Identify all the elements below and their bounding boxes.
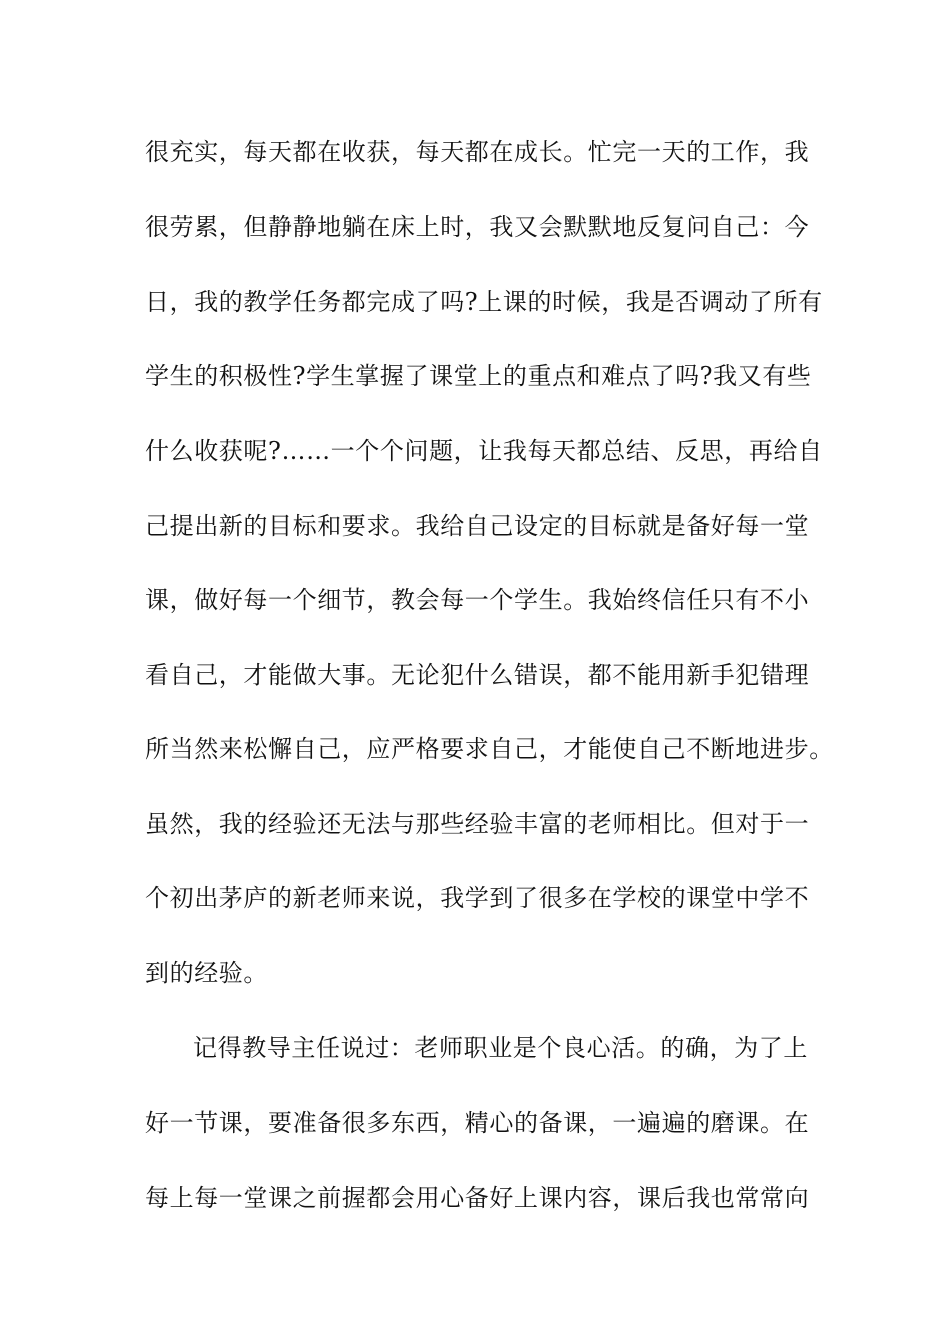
paragraph-line: 好一节课，要准备很多东西，精心的备课，一遍遍的磨课。在: [145, 1109, 810, 1137]
paragraph-line: 课，做好每一个细节，教会每一个学生。我始终信任只有不小: [145, 586, 810, 614]
paragraph-line: 学生的积极性?学生掌握了课堂上的重点和难点了吗?我又有些: [145, 362, 812, 390]
paragraph-line: 所当然来松懈自己，应严格要求自己，才能使自己不断地进步。: [145, 735, 834, 763]
paragraph-line-indented: 记得教导主任说过：老师职业是个良心活。的确，为了上: [193, 1034, 808, 1062]
paragraph-line: 日，我的教学任务都完成了吗?上课的时候，我是否调动了所有: [145, 288, 823, 316]
paragraph-line: 很充实，每天都在收获，每天都在成长。忙完一天的工作，我: [145, 138, 810, 166]
paragraph-line: 个初出茅庐的新老师来说，我学到了很多在学校的课堂中学不: [145, 884, 810, 912]
paragraph-line: 己提出新的目标和要求。我给自己设定的目标就是备好每一堂: [145, 512, 810, 540]
paragraph-line: 每上每一堂课之前握都会用心备好上课内容，课后我也常常向: [145, 1184, 810, 1212]
paragraph-line: 虽然，我的经验还无法与那些经验丰富的老师相比。但对于一: [145, 810, 810, 838]
paragraph-line: 看自己，才能做大事。无论犯什么错误，都不能用新手犯错理: [145, 661, 810, 689]
paragraph-line: 很劳累，但静静地躺在床上时，我又会默默地反复问自己：今: [145, 213, 810, 241]
paragraph-line: 到的经验。: [145, 959, 268, 987]
paragraph-line: 什么收获呢?……一个个问题，让我每天都总结、反思，再给自: [145, 437, 823, 465]
